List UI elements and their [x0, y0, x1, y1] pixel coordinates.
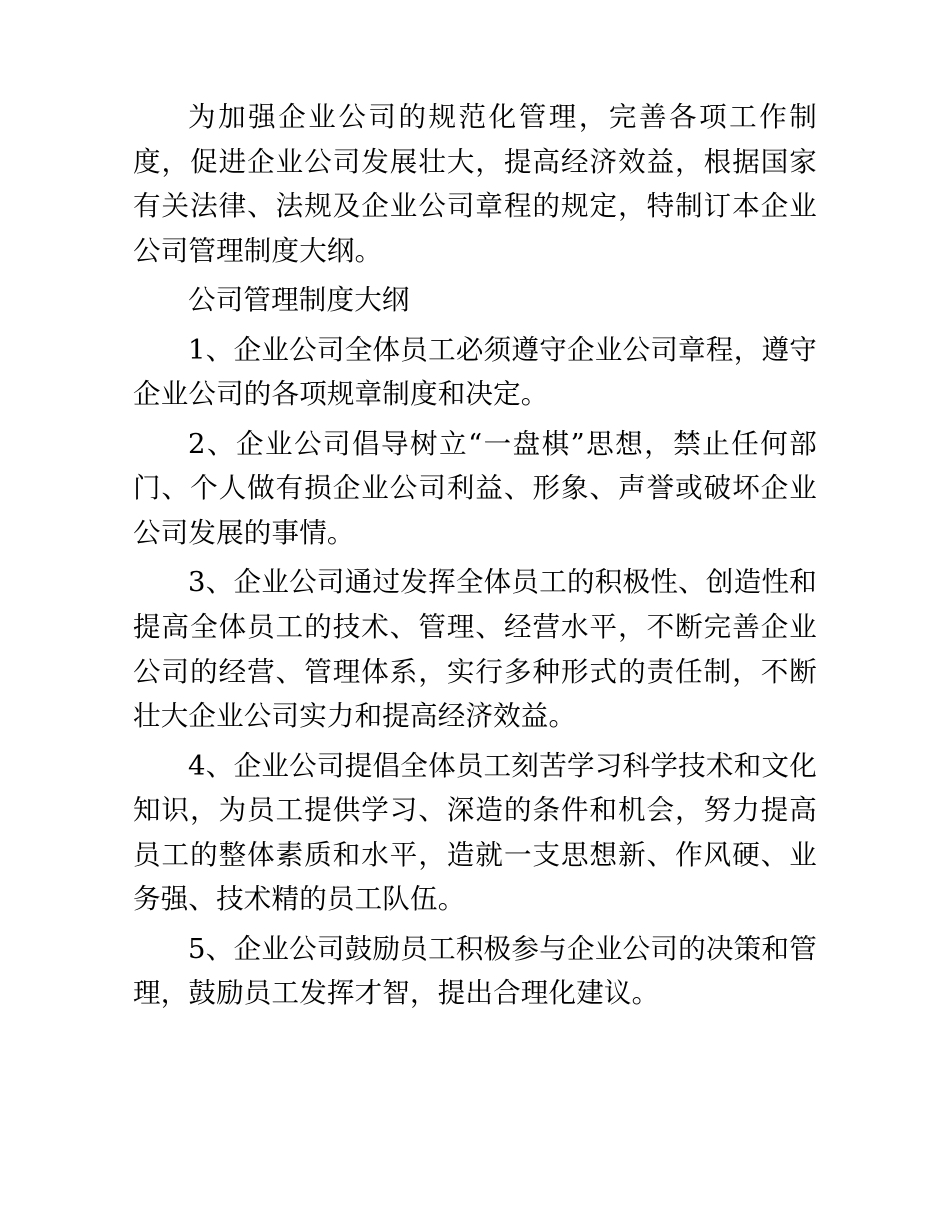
paragraph-item-5: 5、企业公司鼓励员工积极参与企业公司的决策和管理，鼓励员工发挥才智，提出合理化建议。 [133, 932, 817, 1010]
document-heading: 公司管理制度大纲 [188, 284, 410, 317]
paragraph-intro: 为加强企业公司的规范化管理，完善各项工作制度，促进企业公司发展壮大，提高经济效益，根据国家有关法律、法规及企业公司章程的规定，特制订本企业公司管理制度大纲。 [133, 101, 817, 267]
paragraph-item-2: 2、企业公司倡导树立“一盘棋”思想，禁止任何部门、个人做有损企业公司利益、形象、声誉或破坏企业公司发展的事情。 [133, 427, 817, 549]
paragraph-item-4: 4、企业公司提倡全体员工刻苦学习科学技术和文化知识，为员工提供学习、深造的条件和机会，努力提高员工的整体素质和水平，造就一支思想新、作风硬、业务强、技术精的员工队伍。 [133, 749, 817, 916]
paragraph-item-1: 1、企业公司全体员工必须遵守企业公司章程，遵守企业公司的各项规章制度和决定。 [133, 333, 817, 411]
document-body [133, 95, 817, 1016]
paragraph-item-3: 3、企业公司通过发挥全体员工的积极性、创造性和提高全体员工的技术、管理、经营水平，不断完善企业公司的经营、管理体系，实行多种形式的责任制，不断壮大企业公司实力和提高经济效益。 [133, 566, 817, 733]
